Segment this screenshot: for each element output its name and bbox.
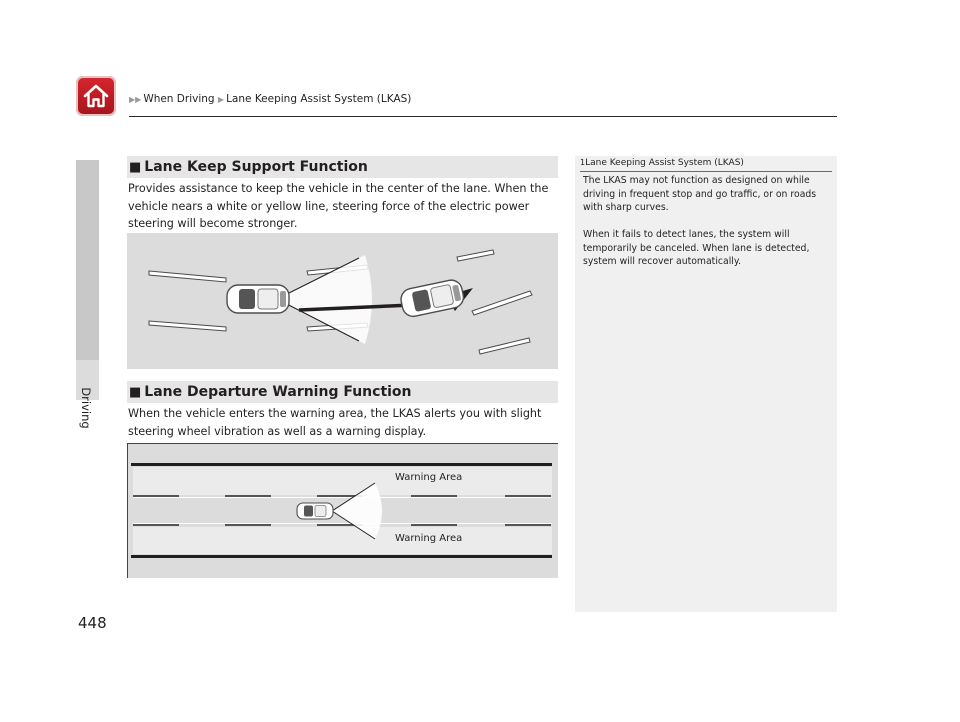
breadcrumb-current-lkas: Lane Keeping Assist System (LKAS) <box>226 93 412 105</box>
lane-departure-diagram <box>127 443 558 578</box>
breadcrumb-arrow-icon: ▶▶ <box>129 95 142 104</box>
square-bullet-icon: ■ <box>129 160 142 175</box>
notes-panel <box>575 156 837 612</box>
section-heading-text: Lane Keep Support Function <box>144 159 368 175</box>
square-bullet-icon: ■ <box>129 385 142 400</box>
warning-area-top <box>133 467 552 495</box>
section-heading-lane-keep <box>127 156 558 178</box>
lane-departure-description: When the vehicle enters the warning area, the LKAS alerts you with slight steering wheel vibration as well as a warning display. <box>128 407 542 438</box>
note-paragraph-1: The LKAS may not function as designed on while driving in frequent stop and go traffic, or on roads with sharp curves. <box>583 175 817 213</box>
note-paragraph-2: When it fails to detect lanes, the system will temporarily be canceled. When lane is detected, system will recover automatically. <box>583 229 810 267</box>
breadcrumb-link-when-driving[interactable]: When Driving <box>143 93 215 105</box>
page-number: 448 <box>78 614 107 632</box>
breadcrumb <box>129 93 411 105</box>
reference-marker: 1 <box>580 158 586 167</box>
side-tab <box>76 160 99 360</box>
header-divider <box>129 116 837 117</box>
notes-title <box>580 158 744 168</box>
notes-title-divider <box>580 171 832 172</box>
warning-area-bottom <box>133 527 552 554</box>
road-edge-bottom <box>131 555 552 558</box>
side-tab-label: Driving <box>79 387 93 429</box>
breadcrumb-arrow-icon: ▶ <box>217 95 225 104</box>
warning-area-label-bottom: Warning Area <box>395 533 463 544</box>
home-button[interactable] <box>76 76 116 116</box>
section-heading-text: Lane Departure Warning Function <box>144 384 412 400</box>
warning-area-label-top: Warning Area <box>395 472 463 483</box>
vehicle-in-lane <box>297 503 333 519</box>
notes-title-text: Lane Keeping Assist System (LKAS) <box>585 158 744 168</box>
home-icon <box>76 76 116 116</box>
road-edge-top <box>131 463 552 466</box>
lane-keep-diagram <box>127 233 558 369</box>
vehicle-straight <box>227 285 289 313</box>
section-heading-lane-departure <box>127 381 558 403</box>
lane-keep-description: Provides assistance to keep the vehicle in the center of the lane. When the vehicle nears a white or yellow line, steering force of the electric power steering will become stronger. <box>128 182 549 230</box>
